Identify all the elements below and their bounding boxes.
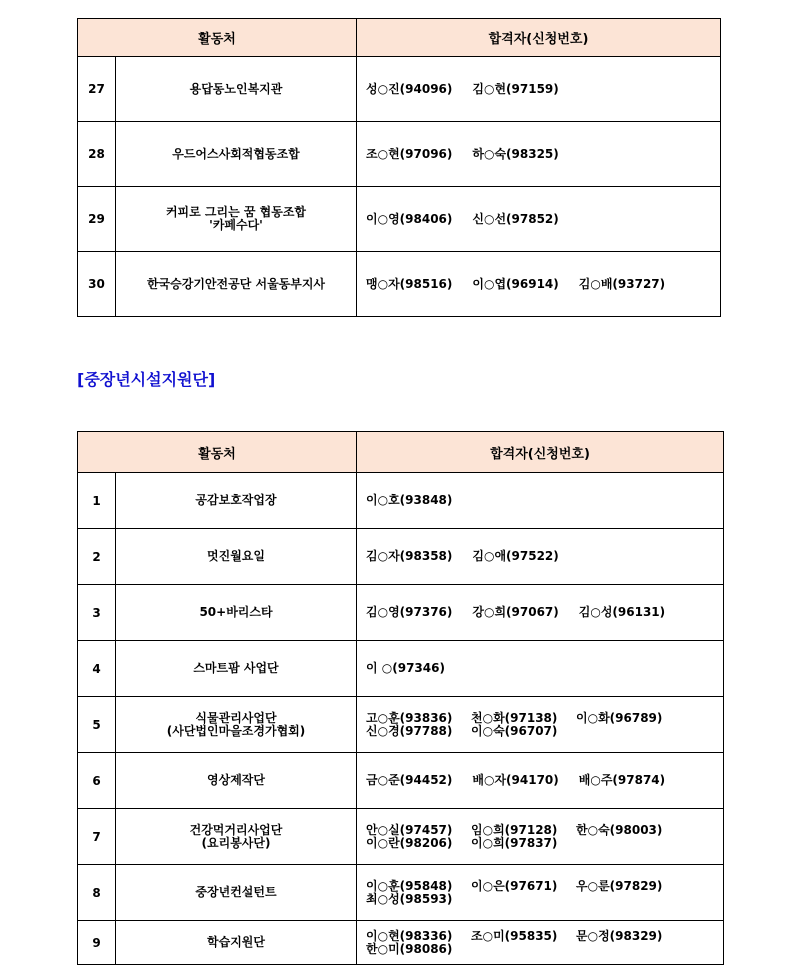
applicant-name: 고○훈(93836): [366, 710, 453, 725]
organization-name: 한국승강기안전공단 서울동부지사: [146, 276, 326, 291]
row-number: 27: [78, 57, 116, 122]
table-row: [78, 252, 721, 317]
header-names: 합격자(신청번호): [357, 432, 724, 473]
applicants-cell: [357, 57, 721, 122]
table-header-row: [78, 432, 724, 473]
organization-name: 우드어스사회적협동조합: [172, 146, 300, 161]
applicant-name: 금○준(94452): [366, 773, 453, 787]
organization-cell: [116, 865, 357, 921]
applicant-name: 임○희(97128): [471, 822, 558, 837]
applicant-name: 신○선(97852): [472, 211, 559, 226]
row-number: 6: [78, 753, 116, 809]
table-row: [78, 865, 724, 921]
row-number: 5: [78, 697, 116, 753]
table-row: [78, 57, 721, 122]
organization-name: 50+바리스타: [199, 605, 273, 619]
organization-cell: [116, 252, 357, 317]
table-row: [78, 473, 724, 529]
applicant-name: 한○숙(98003): [576, 822, 663, 837]
applicant-name: 김○영(97376): [366, 605, 453, 619]
organization-name: 용답동노인복지관: [189, 81, 283, 96]
applicant-name: 이 ○(97346): [366, 661, 445, 675]
applicants-cell: [357, 921, 724, 965]
organization-name: '카페수다': [209, 218, 263, 232]
row-number: 29: [78, 187, 116, 252]
applicants-cell: [357, 641, 724, 697]
organization-name: 건강먹거리사업단: [189, 822, 283, 837]
applicant-name: 우○룬(97829): [576, 878, 663, 893]
row-number: 28: [78, 122, 116, 187]
organization-name: 커피로 그리는 꿈 협동조합: [165, 205, 307, 219]
section-title: [중장년시설지원단]: [77, 370, 216, 389]
applicant-name: 이○화(96789): [576, 710, 663, 725]
applicant-name: 신○경(97788): [366, 723, 453, 738]
applicant-name: 이○영(98406): [366, 211, 453, 226]
organization-name: 영상제작단: [207, 773, 265, 787]
applicant-name: 김○배(93727): [578, 276, 666, 291]
organization-cell: [116, 529, 357, 585]
applicant-name: 이○훈(95848): [366, 878, 453, 893]
applicants-cell: [357, 252, 721, 317]
organization-cell: [116, 187, 357, 252]
organization-name: 중장년컨설턴트: [195, 885, 277, 899]
applicant-name: 배○주(97874): [578, 773, 666, 787]
table-row: [78, 187, 721, 252]
applicant-name: 김○애(97522): [472, 549, 559, 563]
row-number: 4: [78, 641, 116, 697]
applicant-name: 김○성(96131): [578, 605, 666, 619]
table-header-row: [78, 19, 721, 57]
row-number: 2: [78, 529, 116, 585]
organization-cell: [116, 921, 357, 965]
applicant-name: 이○호(93848): [366, 493, 453, 507]
applicants-cell: [357, 697, 724, 753]
table-row: [78, 585, 724, 641]
organization-name: 스마트팜 사업단: [193, 661, 279, 675]
applicants-cell: [357, 529, 724, 585]
header-names: 합격자(신청번호): [357, 19, 721, 57]
row-number: 30: [78, 252, 116, 317]
header-org: 활동처: [78, 19, 357, 57]
organization-name: 멋진월요일: [207, 549, 265, 563]
organization-name: 공감보호작업장: [195, 493, 277, 507]
organization-cell: [116, 473, 357, 529]
organization-cell: [116, 57, 357, 122]
table-row: [78, 641, 724, 697]
row-number: 7: [78, 809, 116, 865]
applicants-cell: [357, 473, 724, 529]
applicants-cell: [357, 809, 724, 865]
table-row: [78, 122, 721, 187]
organization-cell: [116, 809, 357, 865]
applicant-name: 조○현(97096): [366, 146, 453, 161]
organization-name: 식물관리사업단: [195, 710, 277, 725]
applicant-name: 한○미(98086): [366, 941, 453, 956]
applicant-name: 이○숙(96707): [471, 723, 558, 738]
applicant-name: 안○실(97457): [366, 822, 453, 837]
applicant-name: 김○현(97159): [472, 81, 559, 96]
applicants-cell: [357, 122, 721, 187]
applicants-cell: [357, 585, 724, 641]
organization-cell: [116, 585, 357, 641]
applicants-cell: [357, 865, 724, 921]
applicant-name: 맹○자(98516): [366, 276, 453, 291]
row-number: 9: [78, 921, 116, 965]
applicant-name: 이○엽(96914): [472, 276, 559, 291]
applicant-name: 성○진(94096): [366, 81, 453, 96]
applicant-name: 김○자(98358): [366, 549, 453, 563]
applicant-name: 이○은(97671): [471, 878, 558, 893]
header-org: 활동처: [78, 432, 357, 473]
applicant-name: 문○정(98329): [576, 928, 663, 943]
organization-cell: [116, 753, 357, 809]
participants-table-2: [77, 431, 724, 965]
table-row: [78, 753, 724, 809]
applicant-name: 강○희(97067): [472, 605, 559, 619]
table-row: [78, 697, 724, 753]
applicant-name: 하○숙(98325): [472, 146, 559, 161]
applicant-name: 배○자(94170): [472, 773, 559, 787]
applicant-name: 이○현(98336): [366, 928, 453, 943]
applicants-cell: [357, 187, 721, 252]
applicant-name: 이○란(98206): [366, 835, 453, 850]
organization-cell: [116, 641, 357, 697]
organization-name: (요리봉사단): [201, 835, 271, 850]
table-row: [78, 921, 724, 965]
row-number: 3: [78, 585, 116, 641]
row-number: 8: [78, 865, 116, 921]
organization-cell: [116, 697, 357, 753]
organization-cell: [116, 122, 357, 187]
applicant-name: 이○희(97837): [471, 835, 558, 850]
applicant-name: 조○미(95835): [471, 928, 558, 943]
applicant-name: 최○성(98593): [366, 891, 453, 906]
table-row: [78, 529, 724, 585]
organization-name: (사단법인마을조경가협회): [166, 723, 306, 738]
row-number: 1: [78, 473, 116, 529]
participants-table-1: [77, 18, 721, 317]
organization-name: 학습지원단: [207, 935, 265, 949]
table-row: [78, 809, 724, 865]
applicants-cell: [357, 753, 724, 809]
applicant-name: 천○화(97138): [471, 710, 558, 725]
